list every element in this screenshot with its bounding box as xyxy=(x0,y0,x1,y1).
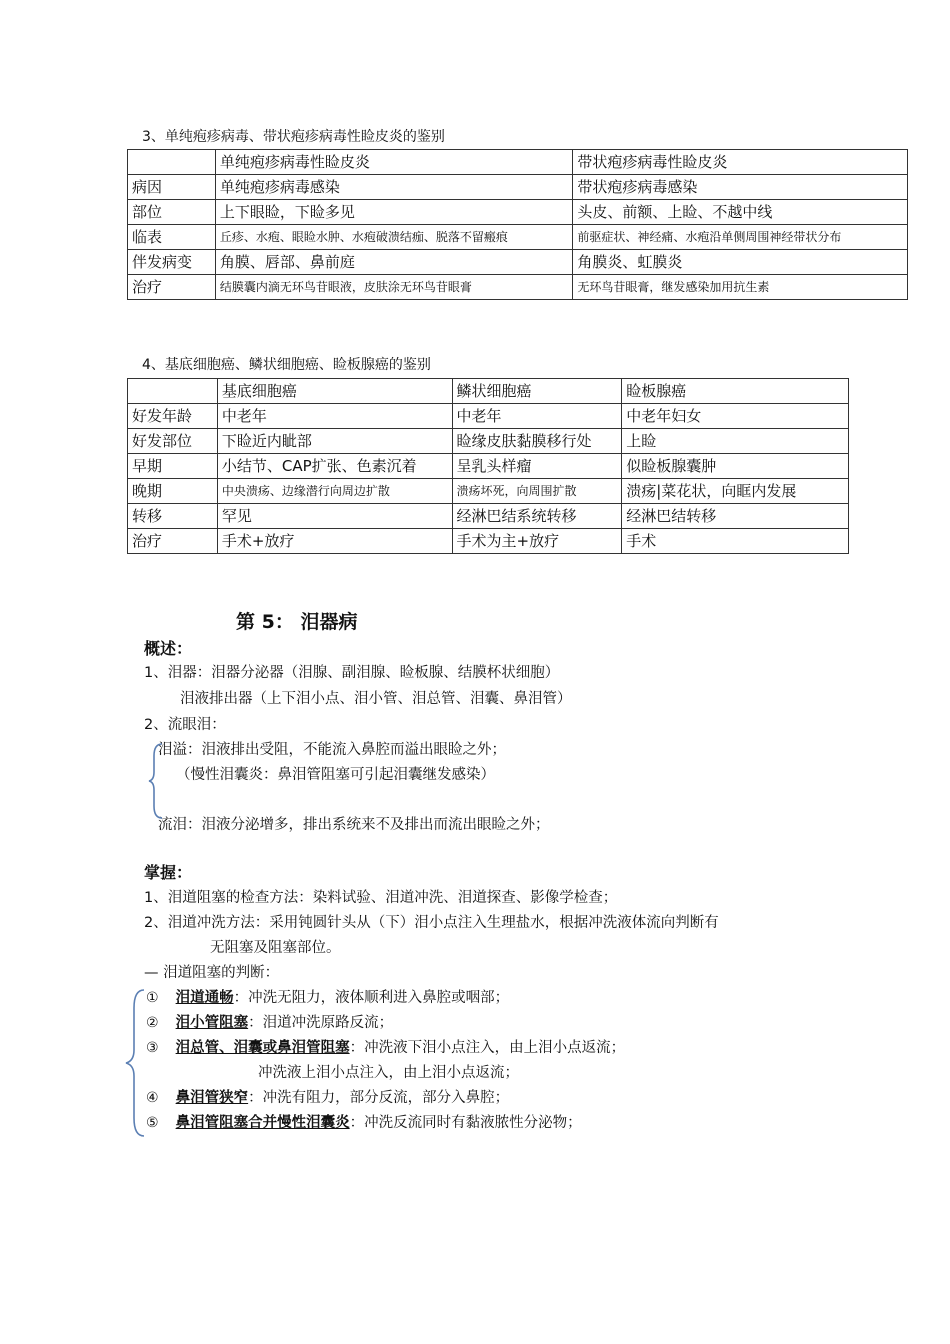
item-term: 鼻泪管狭窄 xyxy=(175,1090,249,1106)
list-item xyxy=(146,1036,625,1057)
item-number: ⑤ xyxy=(146,1115,159,1131)
table-row xyxy=(128,275,908,300)
row-label: 病因 xyxy=(128,175,216,200)
master-line: 1、泪道阻塞的检查方法：染料试验、泪道冲洗、泪道探查、影像学检查； xyxy=(144,890,618,906)
row-label: 好发年龄 xyxy=(128,404,218,429)
overview-line: 2、流眼泪： xyxy=(144,717,226,733)
table-cell: 溃疡坏死，向周围扩散 xyxy=(452,479,622,504)
item-number: ③ xyxy=(146,1040,159,1056)
item-desc: ：泪道冲洗原路反流； xyxy=(248,1015,394,1031)
table-cell: 溃疡|菜花状，向眶内发展 xyxy=(622,479,849,504)
overview-line: 泪溢：泪液排出受阻，不能流入鼻腔而溢出眼睑之外； xyxy=(158,742,506,758)
carcinoma-comparison-table xyxy=(127,378,849,554)
table-cell: 呈乳头样瘤 xyxy=(452,454,622,479)
table-cell: 手术 xyxy=(622,529,849,554)
table-cell: 角膜炎、虹膜炎 xyxy=(573,250,908,275)
row-label: 早期 xyxy=(128,454,218,479)
list-item xyxy=(146,1011,393,1032)
master-heading: 掌握： xyxy=(144,863,193,882)
list-item xyxy=(146,986,509,1007)
table-cell: 手术为主+放疗 xyxy=(452,529,622,554)
table-cell xyxy=(128,150,216,175)
brace-icon xyxy=(148,742,168,820)
row-label: 治疗 xyxy=(128,275,216,300)
overview-heading: 概述： xyxy=(144,639,193,658)
table-cell: 中老年 xyxy=(452,404,622,429)
table-cell: 单纯疱疹病毒感染 xyxy=(215,175,573,200)
table-row xyxy=(128,529,849,554)
herpes-comparison-table xyxy=(127,149,908,300)
section4-caption: 4、基底细胞癌、鳞状细胞癌、睑板腺癌的鉴别 xyxy=(142,357,431,373)
section3-caption: 3、单纯疱疹病毒、带状疱疹病毒性睑皮炎的鉴别 xyxy=(142,129,445,145)
item-term: 鼻泪管阻塞合并慢性泪囊炎 xyxy=(175,1115,350,1131)
item-number: ② xyxy=(146,1015,159,1031)
table-cell: 结膜囊内滴无环鸟苷眼液，皮肤涂无环鸟苷眼膏 xyxy=(215,275,573,300)
item-desc: ：冲洗液下泪小点注入，由上泪小点返流； xyxy=(349,1040,626,1056)
table-cell: 上下眼睑，下睑多见 xyxy=(215,200,573,225)
table-row xyxy=(128,479,849,504)
table-row xyxy=(128,504,849,529)
table-row xyxy=(128,175,908,200)
table-cell: 经淋巴结系统转移 xyxy=(452,504,622,529)
row-label: 晚期 xyxy=(128,479,218,504)
table-cell: 手术+放疗 xyxy=(217,529,452,554)
table-row xyxy=(128,200,908,225)
table-cell: 前驱症状、神经痛、水疱沿单侧周围神经带状分布 xyxy=(573,225,908,250)
table-cell: 上睑 xyxy=(622,429,849,454)
item-term: 泪总管、泪囊或鼻泪管阻塞 xyxy=(175,1040,350,1056)
item-term: 泪小管阻塞 xyxy=(175,1015,249,1031)
row-label: 临表 xyxy=(128,225,216,250)
table-cell: 经淋巴结转移 xyxy=(622,504,849,529)
row-label: 部位 xyxy=(128,200,216,225)
row-label: 好发部位 xyxy=(128,429,218,454)
item-desc: ：冲洗有阻力，部分反流，部分入鼻腔； xyxy=(248,1090,510,1106)
overview-line: 1、泪器：泪器分泌器（泪腺、副泪腺、睑板腺、结膜杯状细胞） xyxy=(144,665,560,681)
table-cell xyxy=(128,379,218,404)
table-cell: 带状疱疹病毒感染 xyxy=(573,175,908,200)
item-term: 泪道通畅 xyxy=(175,990,234,1006)
list-item-continuation: 冲洗液上泪小点注入，由上泪小点返流； xyxy=(258,1065,519,1081)
table-cell: 似睑板腺囊肿 xyxy=(622,454,849,479)
table-row xyxy=(128,429,849,454)
table-header-cell: 单纯疱疹病毒性睑皮炎 xyxy=(215,150,573,175)
master-line: 无阻塞及阻塞部位。 xyxy=(210,940,341,956)
row-label: 治疗 xyxy=(128,529,218,554)
table-cell: 下睑近内眦部 xyxy=(217,429,452,454)
list-item xyxy=(146,1086,509,1107)
table-cell: 无环鸟苷眼膏，继发感染加用抗生素 xyxy=(573,275,908,300)
table-row xyxy=(128,250,908,275)
table-header-cell: 睑板腺癌 xyxy=(622,379,849,404)
table-header-row xyxy=(128,379,849,404)
table-cell: 角膜、唇部、鼻前庭 xyxy=(215,250,573,275)
overview-line: 流泪：泪液分泌增多，排出系统来不及排出而流出眼睑之外； xyxy=(158,817,550,833)
table-header-row xyxy=(128,150,908,175)
overview-line: （慢性泪囊炎：鼻泪管阻塞可引起泪囊继发感染） xyxy=(176,767,495,783)
table-cell: 罕见 xyxy=(217,504,452,529)
table-header-cell: 基底细胞癌 xyxy=(217,379,452,404)
table-row xyxy=(128,454,849,479)
list-item xyxy=(146,1111,582,1132)
table-cell: 睑缘皮肤黏膜移行处 xyxy=(452,429,622,454)
row-label: 转移 xyxy=(128,504,218,529)
item-desc: ：冲洗反流同时有黏液脓性分泌物； xyxy=(349,1115,582,1131)
master-line: — 泪道阻塞的判断： xyxy=(144,965,280,981)
table-cell: 头皮、前额、上睑、不越中线 xyxy=(573,200,908,225)
table-header-cell: 带状疱疹病毒性睑皮炎 xyxy=(573,150,908,175)
table-cell: 中老年 xyxy=(217,404,452,429)
item-number: ④ xyxy=(146,1090,159,1106)
item-desc: ：冲洗无阻力，液体顺利进入鼻腔或咽部； xyxy=(233,990,510,1006)
item-number: ① xyxy=(146,990,159,1006)
table-cell: 丘疹、水疱、眼睑水肿、水疱破溃结痂、脱落不留瘢痕 xyxy=(215,225,573,250)
table-header-cell: 鳞状细胞癌 xyxy=(452,379,622,404)
table-cell: 中央溃疡、边缘潜行向周边扩散 xyxy=(217,479,452,504)
table-cell: 中老年妇女 xyxy=(622,404,849,429)
row-label: 伴发病变 xyxy=(128,250,216,275)
overview-line: 泪液排出器（上下泪小点、泪小管、泪总管、泪囊、鼻泪管） xyxy=(180,691,572,707)
master-line: 2、泪道冲洗方法：采用钝圆针头从（下）泪小点注入生理盐水，根据冲洗液体流向判断有 xyxy=(144,915,719,931)
table-row xyxy=(128,225,908,250)
table-cell: 小结节、CAP扩张、色素沉着 xyxy=(217,454,452,479)
table-row xyxy=(128,404,849,429)
chapter-title: 第 5： 泪器病 xyxy=(236,611,358,633)
brace-icon xyxy=(124,988,148,1140)
